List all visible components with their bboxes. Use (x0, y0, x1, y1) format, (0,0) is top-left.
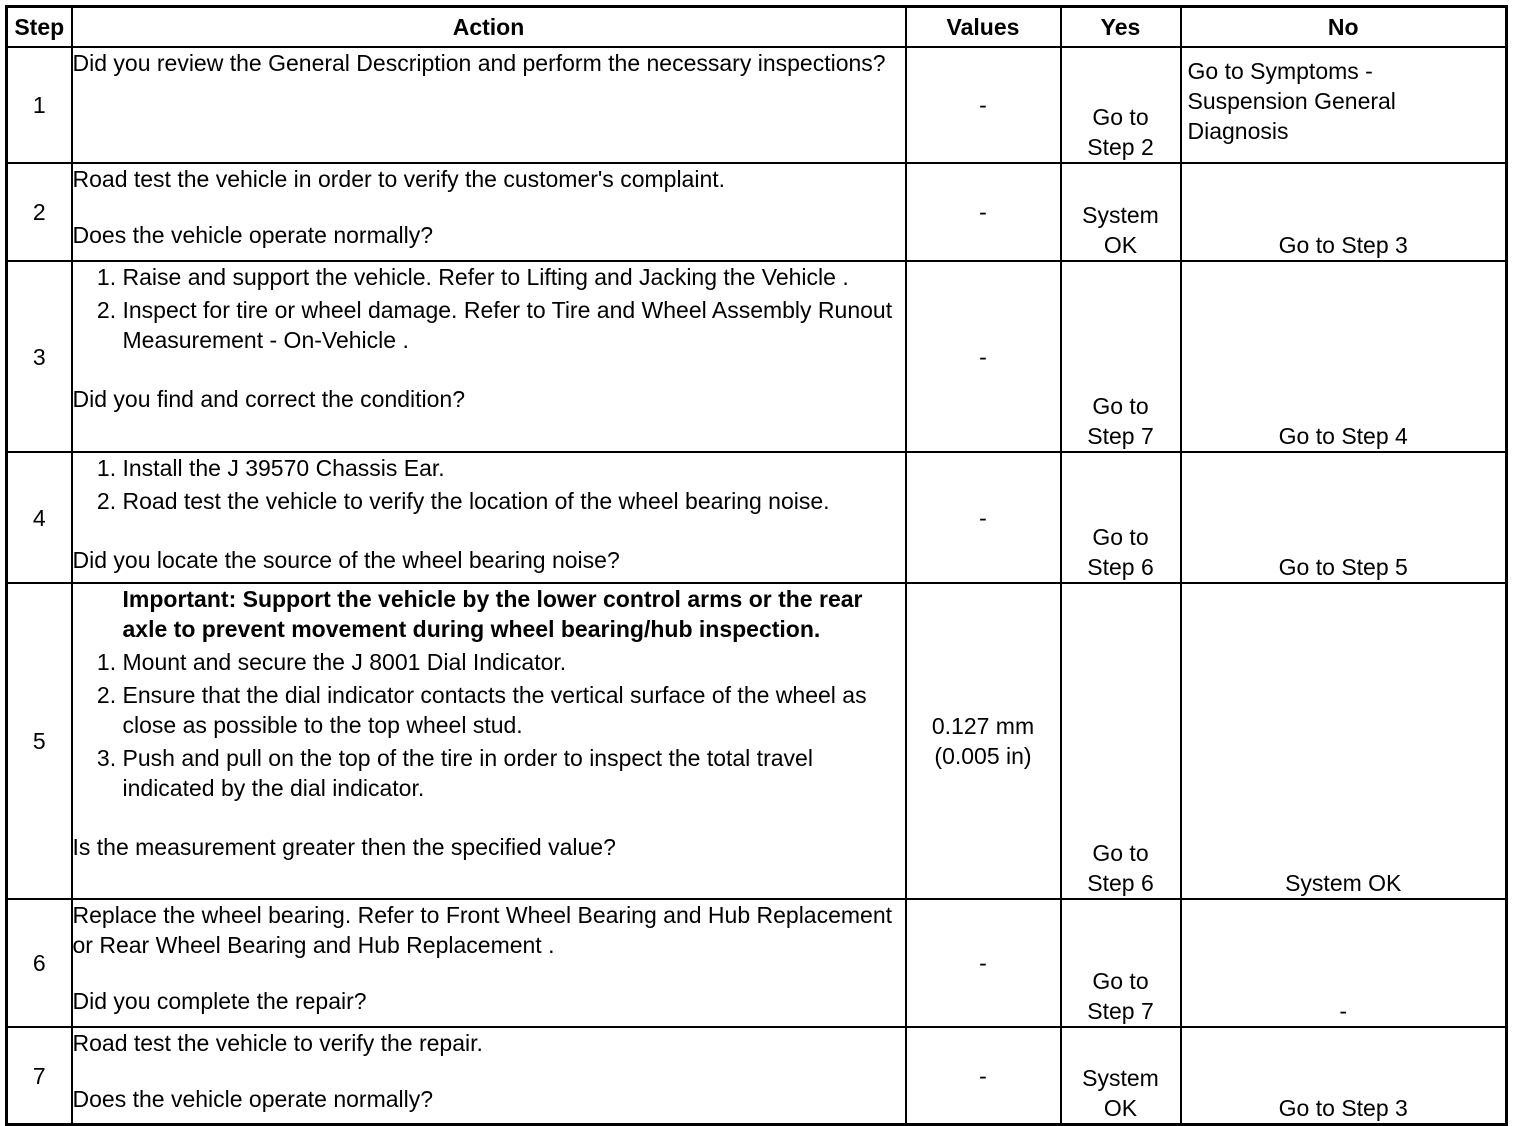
yes-cell (1061, 47, 1181, 163)
action-question: Does the vehicle operate normally? (72, 222, 434, 248)
yes-link[interactable]: Go to Step 2 (1087, 104, 1154, 160)
action-intro: Road test the vehicle to verify the repair. (72, 1030, 483, 1056)
table-row (7, 261, 1507, 452)
action-text: Did you review the General Description and perform the necessary inspections? (72, 50, 886, 76)
no-link[interactable]: Go to Symptoms - Suspension General Diagnosis (1187, 58, 1396, 144)
step-number: 7 (7, 1027, 72, 1125)
no-cell (1181, 583, 1507, 899)
action-question: Is the measurement greater then the specified value? (72, 834, 616, 860)
values-cell: - (906, 47, 1061, 163)
step-number: 3 (7, 261, 72, 452)
values-cell: - (906, 899, 1061, 1027)
value-imperial: (0.005 in) (934, 743, 1032, 769)
no-link[interactable]: Go to Step 5 (1278, 554, 1408, 580)
action-cell (72, 261, 906, 452)
header-step: Step (7, 7, 72, 48)
action-cell (72, 1027, 906, 1125)
no-cell (1181, 1027, 1507, 1125)
yes-cell (1061, 452, 1181, 583)
no-cell (1181, 163, 1507, 261)
step-number: 1 (7, 47, 72, 163)
no-cell (1181, 47, 1507, 163)
values-cell (906, 583, 1061, 899)
values-cell: - (906, 163, 1061, 261)
values-cell: - (906, 261, 1061, 452)
action-cell (72, 47, 906, 163)
yes-link[interactable]: Go to Step 6 (1087, 840, 1154, 896)
no-link[interactable]: Go to Step 3 (1278, 1095, 1408, 1121)
yes-cell (1061, 261, 1181, 452)
action-item: 2. Road test the vehicle to verify the location of the wheel bearing noise. (123, 486, 905, 516)
yes-link[interactable]: System OK (1082, 1065, 1159, 1121)
action-question: Did you find and correct the condition? (72, 386, 466, 412)
yes-link[interactable]: System OK (1082, 202, 1159, 258)
header-yes: Yes (1061, 7, 1181, 48)
step-number: 5 (7, 583, 72, 899)
value-metric: 0.127 mm (931, 713, 1035, 739)
action-cell (72, 583, 906, 899)
no-cell (1181, 261, 1507, 452)
yes-link[interactable]: Go to Step 6 (1087, 524, 1154, 580)
table-row (7, 899, 1507, 1027)
action-cell (72, 163, 906, 261)
yes-cell (1061, 163, 1181, 261)
step-number: 2 (7, 163, 72, 261)
no-value: - (1339, 998, 1348, 1024)
yes-cell (1061, 1027, 1181, 1125)
header-no: No (1181, 7, 1507, 48)
action-item: 3. Push and pull on the top of the tire in order to inspect the total travel indicated by the dial indicator. (123, 743, 905, 803)
action-item: 1. Install the J 39570 Chassis Ear. (123, 453, 905, 483)
yes-cell (1061, 583, 1181, 899)
yes-link[interactable]: Go to Step 7 (1087, 968, 1154, 1024)
action-question: Does the vehicle operate normally? (72, 1086, 434, 1112)
action-item: 1. Mount and secure the J 8001 Dial Indicator. (123, 647, 905, 677)
no-link[interactable]: Go to Step 4 (1278, 423, 1408, 449)
table-row (7, 452, 1507, 583)
action-list (73, 647, 905, 803)
table-row (7, 1027, 1507, 1125)
important-label: Important (122, 586, 229, 612)
action-list (73, 262, 905, 355)
header-action: Action (72, 7, 906, 48)
important-note (73, 584, 905, 644)
action-question: Did you locate the source of the wheel bearing noise? (72, 547, 620, 573)
action-question: Did you complete the repair? (72, 988, 367, 1014)
action-cell (72, 899, 906, 1027)
values-cell: - (906, 1027, 1061, 1125)
no-link[interactable]: System OK (1285, 870, 1402, 896)
table-row (7, 163, 1507, 261)
header-row (7, 7, 1507, 48)
step-number: 4 (7, 452, 72, 583)
header-values: Values (906, 7, 1061, 48)
action-list (73, 453, 905, 516)
no-cell (1181, 899, 1507, 1027)
action-item: 2. Ensure that the dial indicator contacts the vertical surface of the wheel as close as possible to the top wheel stud. (123, 680, 905, 740)
action-item: 2. Inspect for tire or wheel damage. Refer to Tire and Wheel Assembly Runout Measurement - On-Vehicle . (123, 295, 905, 355)
important-text: : Support the vehicle by the lower control arms or the rear axle to prevent movement during wheel bearing/hub inspection. (122, 586, 863, 642)
no-link[interactable]: Go to Step 3 (1278, 232, 1408, 258)
action-intro: Road test the vehicle in order to verify the customer's complaint. (72, 166, 726, 192)
action-intro: Replace the wheel bearing. Refer to Front Wheel Bearing and Hub Replacement or Rear Wheel Bearing and Hub Replacement . (72, 902, 893, 958)
no-cell (1181, 452, 1507, 583)
table-row (7, 47, 1507, 163)
yes-cell (1061, 899, 1181, 1027)
diagnostic-table (5, 5, 1508, 1126)
table-row (7, 583, 1507, 899)
yes-link[interactable]: Go to Step 7 (1087, 393, 1154, 449)
action-cell (72, 452, 906, 583)
action-item: 1. Raise and support the vehicle. Refer to Lifting and Jacking the Vehicle . (123, 262, 905, 292)
step-number: 6 (7, 899, 72, 1027)
values-cell: - (906, 452, 1061, 583)
